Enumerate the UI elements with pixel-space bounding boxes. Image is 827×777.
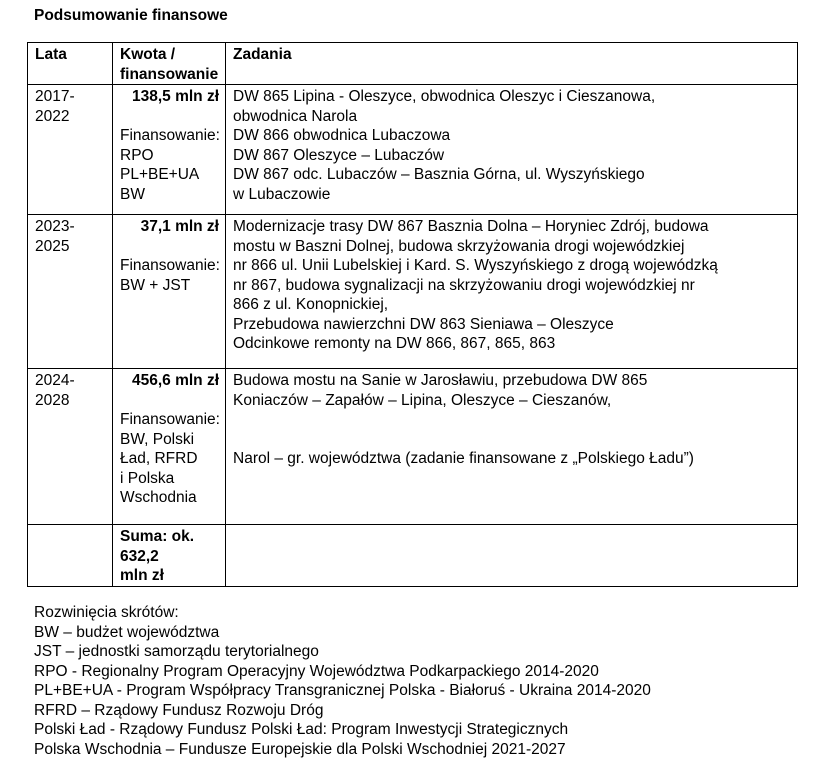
funding-line: BW	[120, 185, 145, 203]
task-line: DW 867 Oleszyce – Lubaczów	[233, 146, 445, 164]
funding-line: Finansowanie:	[120, 127, 220, 144]
amount-cell	[113, 85, 226, 215]
abbreviations-heading: Rozwinięcia skrótów:	[34, 604, 179, 621]
page-title: Podsumowanie finansowe	[34, 7, 228, 24]
header-years	[28, 43, 113, 85]
funding-line: Finansowanie:	[120, 257, 220, 274]
funding-line: RPO	[120, 146, 154, 164]
funding-line: i Polska	[120, 469, 175, 487]
table-row	[28, 85, 798, 215]
task-line	[233, 430, 791, 450]
task-line: DW 865 Lipina - Oleszyce, obwodnica Oleszyc i Cieszanowa,	[233, 88, 656, 105]
funding-line: Ład, RFRD	[120, 450, 198, 467]
abbreviation-item: PL+BE+UA - Program Współpracy Transgranicznej Polska - Białoruś - Ukraina 2014-2020	[34, 682, 651, 699]
sum-cell	[113, 525, 226, 587]
abbreviation-item: RPO - Regionalny Program Operacyjny Województwa Podkarpackiego 2014-2020	[34, 662, 599, 680]
task-line: DW 866 obwodnica Lubaczowa	[233, 127, 451, 144]
abbreviation-item: RFRD – Rządowy Fundusz Rozwoju Dróg	[34, 701, 324, 719]
task-line: w Lubaczowie	[233, 185, 331, 203]
task-line	[233, 410, 791, 430]
abbreviations-legend	[34, 603, 651, 759]
abbreviation-item: JST – jednostki samorządu terytorialnego	[34, 643, 319, 660]
funding-line: PL+BE+UA	[120, 166, 200, 183]
table-row	[28, 369, 798, 525]
years: 2023-2025	[35, 218, 75, 255]
tasks-cell	[226, 85, 798, 215]
funding-line: Finansowanie:	[120, 411, 220, 428]
task-line: 866 z ul. Konopnickiej,	[233, 296, 389, 313]
amount: 37,1 mln zł	[140, 218, 219, 235]
tasks-cell	[226, 369, 798, 525]
task-line: Modernizacje trasy DW 867 Basznia Dolna – Horyniec Zdrój, budowa	[233, 218, 709, 235]
task-line: Budowa mostu na Sanie w Jarosławiu, przebudowa DW 865	[233, 372, 648, 389]
header-amount-label: Kwota /	[120, 46, 176, 63]
sum-years-cell	[28, 525, 113, 587]
financial-summary-table	[27, 42, 798, 587]
task-line: Przebudowa nawierzchni DW 863 Sieniawa – Oleszyce	[233, 315, 614, 333]
task-line: nr 867, budowa sygnalizacji na skrzyżowaniu drogi wojewódzkiej nr	[233, 276, 695, 294]
abbreviation-item: BW – budżet województwa	[34, 623, 220, 641]
header-amount	[113, 43, 226, 85]
sum-line: 632,2	[120, 547, 159, 565]
abbreviation-item: Polski Ład - Rządowy Fundusz Polski Ład: Program Inwestycji Strategicznych	[34, 721, 569, 738]
task-line: Narol – gr. województwa (zadanie finansowane z „Polskiego Ładu”)	[233, 450, 694, 467]
header-amount-label-2: finansowanie	[120, 65, 219, 83]
funding-line: Wschodnia	[120, 489, 197, 506]
sum-line: mln zł	[120, 567, 164, 584]
task-line: DW 867 odc. Lubaczów – Basznia Górna, ul. Wyszyńskiego	[233, 166, 645, 183]
sum-line: Suma: ok.	[120, 528, 195, 545]
amount: 456,6 mln zł	[131, 372, 219, 389]
amount: 138,5 mln zł	[131, 88, 219, 105]
funding-line: BW, Polski	[120, 430, 195, 448]
header-years-label: Lata	[35, 46, 67, 63]
task-line: obwodnica Narola	[233, 107, 358, 125]
abbreviation-item: Polska Wschodnia – Fundusze Europejskie dla Polski Wschodniej 2021-2027	[34, 740, 566, 758]
header-tasks	[226, 43, 798, 85]
amount-cell	[113, 369, 226, 525]
sum-row	[28, 525, 798, 587]
years-cell	[28, 85, 113, 215]
task-line: mostu w Baszni Dolnej, budowa skrzyżowania drogi wojewódzkiej	[233, 237, 685, 255]
task-line: Odcinkowe remonty na DW 866, 867, 865, 863	[233, 335, 556, 352]
table-header-row	[28, 43, 798, 85]
tasks-cell	[226, 215, 798, 369]
amount-cell	[113, 215, 226, 369]
funding-line: BW + JST	[120, 276, 191, 294]
years: 2024-2028	[35, 372, 75, 409]
header-tasks-label: Zadania	[233, 46, 292, 63]
years-cell	[28, 369, 113, 525]
sum-tasks-cell	[226, 525, 798, 587]
table-row	[28, 215, 798, 369]
years-cell	[28, 215, 113, 369]
task-line: Koniaczów – Zapałów – Lipina, Oleszyce – Cieszanów,	[233, 391, 612, 409]
task-line: nr 866 ul. Unii Lubelskiej i Kard. S. Wyszyńskiego z drogą wojewódzką	[233, 257, 718, 274]
years: 2017-2022	[35, 88, 75, 125]
